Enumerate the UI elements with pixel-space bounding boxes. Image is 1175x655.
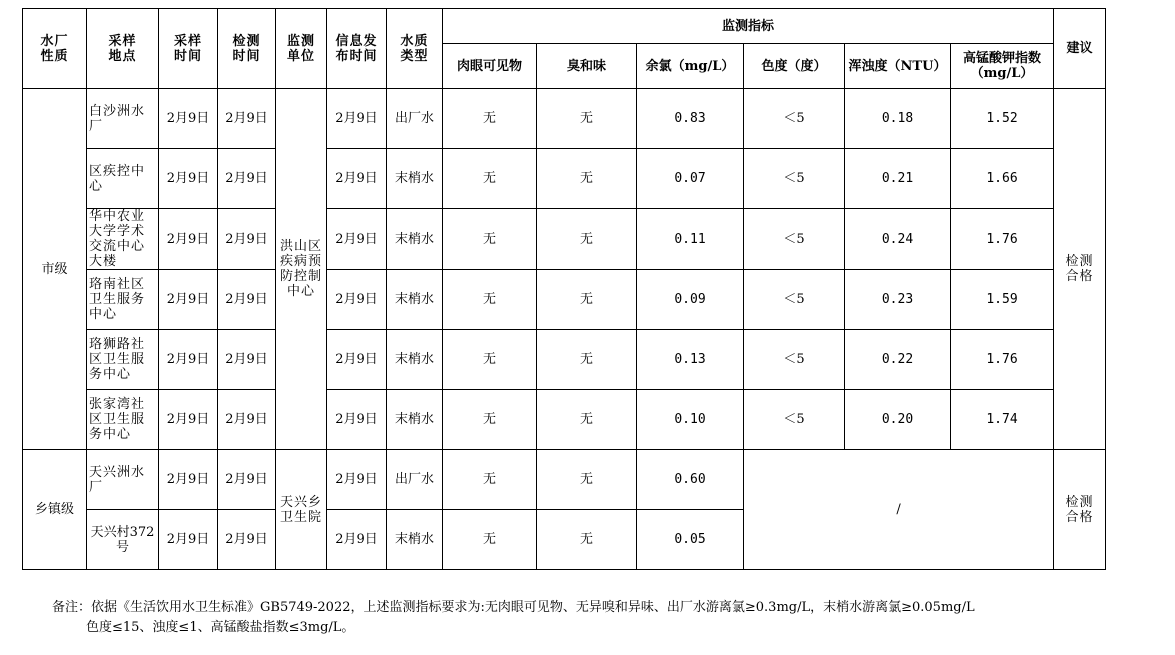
- color-cell: ＜5: [744, 330, 845, 390]
- test-time-cell: 2月9日: [218, 330, 276, 390]
- water-type-cell: 末梢水: [387, 330, 443, 390]
- odor-cell: 无: [537, 330, 637, 390]
- permanganate-cell: 1.66: [951, 149, 1054, 209]
- permanganate-cell: 1.76: [951, 330, 1054, 390]
- visible-matter-cell: 无: [443, 149, 537, 209]
- color-cell: ＜5: [744, 270, 845, 330]
- table-row: [23, 330, 1106, 390]
- monitoring-unit-cell: 洪山区疾病预防控制中心: [276, 89, 327, 450]
- color-cell: ＜5: [744, 390, 845, 450]
- footnote: [52, 598, 1132, 638]
- header-plant-type: 水厂性质: [23, 9, 87, 89]
- turbidity-cell: 0.24: [845, 209, 951, 270]
- odor-cell: 无: [537, 510, 637, 570]
- chlorine-cell: 0.83: [637, 89, 744, 149]
- header-monitoring-unit: 监测单位: [276, 9, 327, 89]
- sampling-point-cell: 张家湾社区卫生服务中心: [87, 390, 159, 450]
- visible-matter-cell: 无: [443, 390, 537, 450]
- sampling-time-cell: 2月9日: [159, 510, 218, 570]
- header-release-time: 信息发布时间: [327, 9, 387, 89]
- table-row: [23, 149, 1106, 209]
- chlorine-cell: 0.11: [637, 209, 744, 270]
- monitoring-unit-cell: 天兴乡卫生院: [276, 450, 327, 570]
- sampling-time-cell: 2月9日: [159, 89, 218, 149]
- sampling-time-cell: 2月9日: [159, 390, 218, 450]
- release-time-cell: 2月9日: [327, 89, 387, 149]
- footnote-line-2: 色度≤15、浊度≤1、高锰酸盐指数≤3mg/L。: [86, 620, 355, 635]
- header-turbidity: 浑浊度（NTU）: [845, 44, 951, 89]
- visible-matter-cell: 无: [443, 270, 537, 330]
- turbidity-cell: 0.23: [845, 270, 951, 330]
- plant-type-cell: 乡镇级: [23, 450, 87, 570]
- turbidity-cell: 0.22: [845, 330, 951, 390]
- turbidity-cell: 0.20: [845, 390, 951, 450]
- header-test-time: 检测时间: [218, 9, 276, 89]
- permanganate-cell: 1.74: [951, 390, 1054, 450]
- table-row: [23, 209, 1106, 270]
- header-color: 色度（度）: [744, 44, 845, 89]
- chlorine-cell: 0.07: [637, 149, 744, 209]
- suggestion-cell: 检测合格: [1054, 450, 1106, 570]
- permanganate-cell: 1.76: [951, 209, 1054, 270]
- sampling-point-cell: 白沙洲水厂: [87, 89, 159, 149]
- water-type-cell: 末梢水: [387, 390, 443, 450]
- test-time-cell: 2月9日: [218, 390, 276, 450]
- water-type-cell: 末梢水: [387, 510, 443, 570]
- sampling-point-cell: 区疾控中心: [87, 149, 159, 209]
- release-time-cell: 2月9日: [327, 270, 387, 330]
- header-permanganate: 高锰酸钾指数（mg/L）: [951, 44, 1054, 89]
- header-water-type: 水质类型: [387, 9, 443, 89]
- release-time-cell: 2月9日: [327, 149, 387, 209]
- turbidity-cell: 0.18: [845, 89, 951, 149]
- water-type-cell: 末梢水: [387, 270, 443, 330]
- sampling-point-cell: 天兴洲水厂: [87, 450, 159, 510]
- sampling-time-cell: 2月9日: [159, 450, 218, 510]
- odor-cell: 无: [537, 209, 637, 270]
- visible-matter-cell: 无: [443, 450, 537, 510]
- table-row: [23, 270, 1106, 330]
- test-time-cell: 2月9日: [218, 510, 276, 570]
- water-type-cell: 出厂水: [387, 89, 443, 149]
- water-quality-table: [22, 8, 1106, 570]
- visible-matter-cell: 无: [443, 89, 537, 149]
- turbidity-cell: 0.21: [845, 149, 951, 209]
- test-time-cell: 2月9日: [218, 209, 276, 270]
- header-residual-chlorine: 余氯（mg/L）: [637, 44, 744, 89]
- odor-cell: 无: [537, 149, 637, 209]
- permanganate-cell: 1.52: [951, 89, 1054, 149]
- visible-matter-cell: 无: [443, 510, 537, 570]
- sampling-time-cell: 2月9日: [159, 270, 218, 330]
- chlorine-cell: 0.13: [637, 330, 744, 390]
- visible-matter-cell: 无: [443, 330, 537, 390]
- release-time-cell: 2月9日: [327, 450, 387, 510]
- not-applicable-cell: /: [744, 450, 1054, 570]
- table-row: [23, 89, 1106, 149]
- suggestion-cell: 检测合格: [1054, 89, 1106, 450]
- test-time-cell: 2月9日: [218, 149, 276, 209]
- header-row: [23, 9, 1106, 44]
- header-sampling-time: 采样时间: [159, 9, 218, 89]
- odor-cell: 无: [537, 270, 637, 330]
- release-time-cell: 2月9日: [327, 330, 387, 390]
- chlorine-cell: 0.10: [637, 390, 744, 450]
- sampling-time-cell: 2月9日: [159, 330, 218, 390]
- chlorine-cell: 0.60: [637, 450, 744, 510]
- sampling-time-cell: 2月9日: [159, 209, 218, 270]
- header-indicators-group: 监测指标: [443, 9, 1054, 44]
- table-row: [23, 450, 1106, 510]
- odor-cell: 无: [537, 89, 637, 149]
- release-time-cell: 2月9日: [327, 510, 387, 570]
- release-time-cell: 2月9日: [327, 390, 387, 450]
- plant-type-cell: 市级: [23, 89, 87, 450]
- color-cell: ＜5: [744, 149, 845, 209]
- header-sampling-point: 采样地点: [87, 9, 159, 89]
- odor-cell: 无: [537, 450, 637, 510]
- test-time-cell: 2月9日: [218, 270, 276, 330]
- sampling-point-cell: 珞狮路社区卫生服务中心: [87, 330, 159, 390]
- permanganate-cell: 1.59: [951, 270, 1054, 330]
- color-cell: ＜5: [744, 89, 845, 149]
- visible-matter-cell: 无: [443, 209, 537, 270]
- table-row: [23, 390, 1106, 450]
- sampling-point-cell: 珞南社区卫生服务中心: [87, 270, 159, 330]
- test-time-cell: 2月9日: [218, 89, 276, 149]
- chlorine-cell: 0.05: [637, 510, 744, 570]
- footnote-line-1: 备注：依据《生活饮用水卫生标准》GB5749-2022，上述监测指标要求为:无肉眼可见物、无异嗅和异味、出厂水游离氯≥0.3mg/L，末梢水游离氯≥0.05mg/L: [52, 600, 975, 615]
- header-odor-taste: 臭和味: [537, 44, 637, 89]
- sampling-point-cell: 华中农业大学学术交流中心大楼: [87, 209, 159, 270]
- sampling-time-cell: 2月9日: [159, 149, 218, 209]
- water-type-cell: 出厂水: [387, 450, 443, 510]
- color-cell: ＜5: [744, 209, 845, 270]
- release-time-cell: 2月9日: [327, 209, 387, 270]
- header-visible-matter: 肉眼可见物: [443, 44, 537, 89]
- header-suggestion: 建议: [1054, 9, 1106, 89]
- water-type-cell: 末梢水: [387, 149, 443, 209]
- water-type-cell: 末梢水: [387, 209, 443, 270]
- sampling-point-cell: 天兴村372号: [87, 510, 159, 570]
- test-time-cell: 2月9日: [218, 450, 276, 510]
- chlorine-cell: 0.09: [637, 270, 744, 330]
- odor-cell: 无: [537, 390, 637, 450]
